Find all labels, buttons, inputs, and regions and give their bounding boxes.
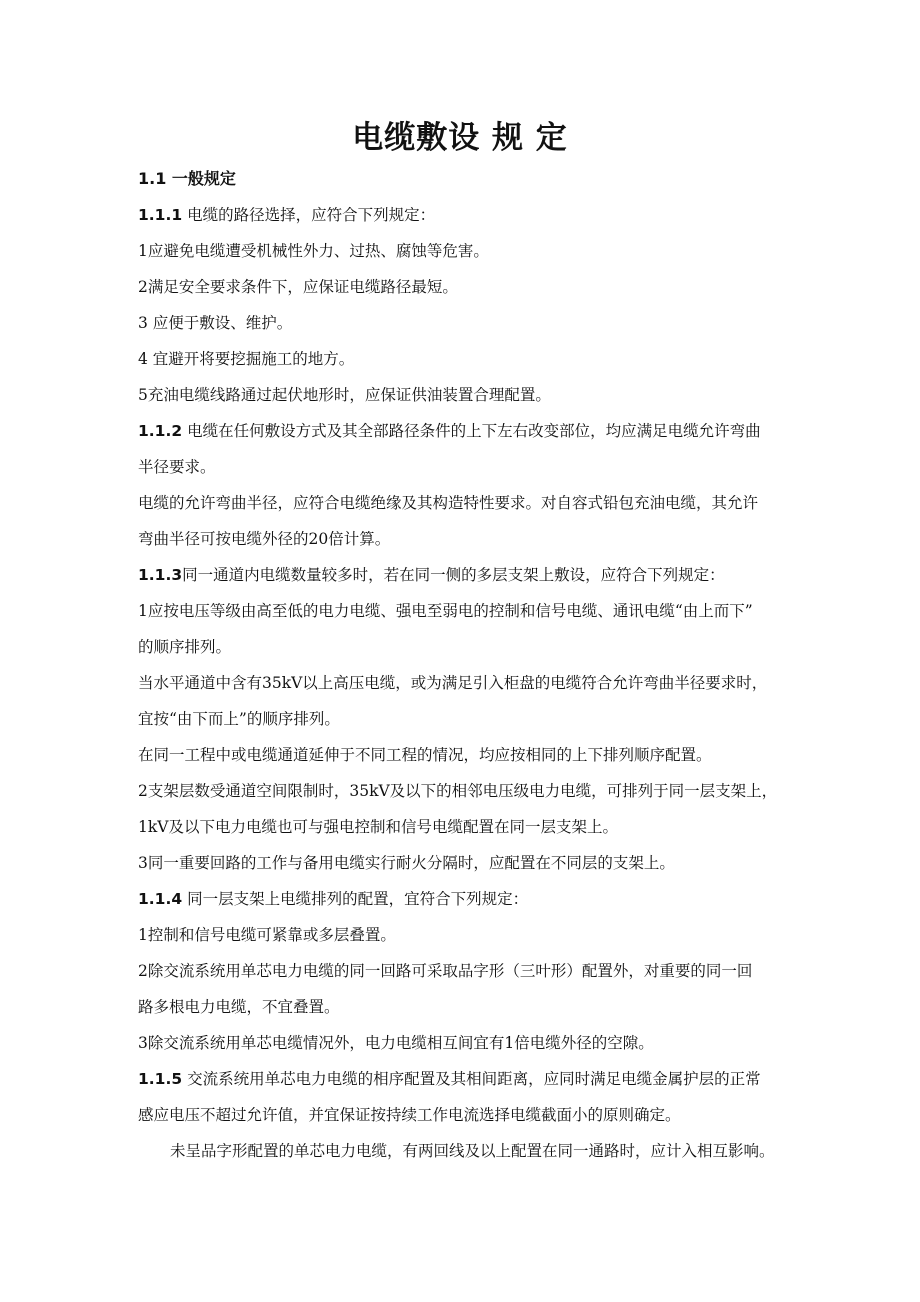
clause-number: 1.1.4: [138, 890, 183, 908]
clause-1-1-4: [138, 888, 788, 910]
body-line: 在同一工程中或电缆通道延伸于不同工程的情况，均应按相同的上下排列顺序配置。: [138, 746, 712, 764]
body-line: 当水平通道中含有35kV以上高压电缆，或为满足引入柜盘的电缆符合允许弯曲半径要求时，: [138, 674, 768, 692]
page-title: 电缆敷设 规 定: [352, 120, 568, 156]
clause-text: 同一通道内电缆数量较多时，若在同一侧的多层支架上敷设，应符合下列规定：: [182, 566, 725, 584]
clause-1-1-5: [138, 1068, 788, 1090]
clause-text: 交流系统用单芯电力电缆的相序配置及其相间距离，应同时满足电缆金属护层的正常: [182, 1070, 761, 1088]
body-line: 1控制和信号电缆可紧靠或多层叠置。: [138, 926, 396, 944]
clause-text: 电缆在任何敷设方式及其全部路径条件的上下左右改变部位，均应满足电缆允许弯曲: [182, 422, 761, 440]
list-item: 5充油电缆线路通过起伏地形时，应保证供油装置合理配置。: [138, 386, 551, 404]
clause-text: 电缆的路径选择，应符合下列规定：: [182, 206, 436, 224]
body-line: 宜按“由下而上”的顺序排列。: [138, 710, 340, 728]
clause-number: 1.1.5: [138, 1070, 183, 1088]
body-line: 电缆的允许弯曲半径，应符合电缆绝缘及其构造特性要求。对自容式铅包充油电缆，其允许: [138, 494, 759, 512]
clause-1-1-2: [138, 420, 788, 442]
clause-text-cont: 半径要求。: [138, 458, 216, 476]
clause-number: 1.1.1: [138, 206, 183, 224]
clause-1-1-1: [138, 204, 788, 226]
body-line: 未呈品字形配置的单芯电力电缆，有两回线及以上配置在同一通路时，应计入相互影响。: [170, 1142, 775, 1160]
list-item: 1应避免电缆遭受机械性外力、过热、腐蚀等危害。: [138, 242, 489, 260]
body-line: 1应按电压等级由高至低的电力电缆、强电至弱电的控制和信号电缆、通讯电缆“由上而下”: [138, 602, 753, 620]
section-heading: 1.1 一般规定: [138, 169, 236, 188]
clause-1-1-3: [138, 564, 788, 586]
clause-number: 1.1.3: [138, 566, 183, 584]
list-item: 4 宜避开将要挖掘施工的地方。: [138, 350, 355, 368]
clause-text-cont: 感应电压不超过允许值，并宜保证按持续工作电流选择电缆截面小的原则确定。: [138, 1106, 681, 1124]
body-line: 2除交流系统用单芯电力电缆的同一回路可采取品字形（三叶形）配置外，对重要的同一回: [138, 962, 753, 980]
list-item: 3 应便于敷设、维护。: [138, 314, 293, 332]
body-line: 3同一重要回路的工作与备用电缆实行耐火分隔时，应配置在不同层的支架上。: [138, 854, 675, 872]
clause-number: 1.1.2: [138, 422, 183, 440]
body-line: 的顺序排列。: [138, 638, 232, 656]
clause-text: 同一层支架上电缆排列的配置，宜符合下列规定：: [182, 890, 529, 908]
body-line: 2支架层数受通道空间限制时，35kV及以下的相邻电压级电力电缆，可排列于同一层支架上，: [138, 782, 778, 800]
list-item: 2满足安全要求条件下，应保证电缆路径最短。: [138, 278, 458, 296]
body-line: 弯曲半径可按电缆外径的20倍计算。: [138, 530, 391, 548]
body-line: 1kV及以下电力电缆也可与强电控制和信号电缆配置在同一层支架上。: [138, 818, 618, 836]
body-line: 3除交流系统用单芯电缆情况外，电力电缆相互间宜有1倍电缆外径的空隙。: [138, 1034, 654, 1052]
body-line: 路多根电力电缆，不宜叠置。: [138, 998, 340, 1016]
